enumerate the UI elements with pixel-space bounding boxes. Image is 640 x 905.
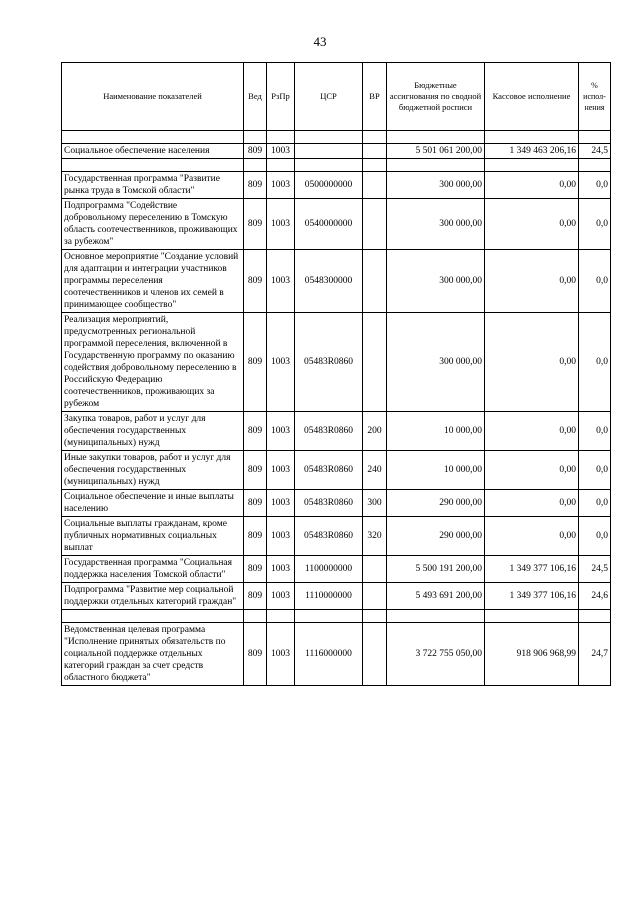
row-vr: [363, 583, 387, 610]
row-cash: 1 349 463 206,16: [485, 144, 579, 159]
row-budget: 300 000,00: [387, 313, 485, 412]
row-budget: 5 500 191 200,00: [387, 556, 485, 583]
row-rzpr: 1003: [267, 490, 295, 517]
row-rzpr: 1003: [267, 313, 295, 412]
row-vr: 320: [363, 517, 387, 556]
row-rzpr: 1003: [267, 199, 295, 250]
row-pct: 0,0: [579, 412, 611, 451]
row-csr: 0500000000: [295, 172, 363, 199]
table-header-row: [62, 63, 611, 131]
row-rzpr: 1003: [267, 412, 295, 451]
row-name: Социальное обеспечение населения: [62, 144, 244, 159]
row-vr: [363, 250, 387, 313]
row-name: Реализация мероприятий, предусмотренных региональной программой переселения, включенной в Государственную программу по оказанию содействия добровольному переселению в Российскую Федерацию соотечественников, проживающих за рубежом: [62, 313, 244, 412]
row-vr: [363, 623, 387, 686]
row-rzpr: 1003: [267, 172, 295, 199]
header-csr: ЦСР: [295, 63, 363, 131]
spacer-row: [62, 610, 611, 623]
page-number: 43: [313, 34, 327, 49]
row-rzpr: 1003: [267, 144, 295, 159]
row-csr: 1110000000: [295, 583, 363, 610]
table-row: [62, 583, 611, 610]
row-ved: 809: [244, 556, 267, 583]
row-rzpr: 1003: [267, 451, 295, 490]
row-ved: 809: [244, 172, 267, 199]
spacer-row: [62, 159, 611, 172]
row-ved: 809: [244, 412, 267, 451]
row-budget: 300 000,00: [387, 172, 485, 199]
row-budget: 300 000,00: [387, 199, 485, 250]
row-budget: 290 000,00: [387, 490, 485, 517]
row-csr: 0540000000: [295, 199, 363, 250]
row-rzpr: 1003: [267, 250, 295, 313]
row-budget: 300 000,00: [387, 250, 485, 313]
row-cash: 0,00: [485, 172, 579, 199]
header-pct: % испол-нения: [579, 63, 611, 131]
row-ved: 809: [244, 623, 267, 686]
budget-execution-table: [61, 62, 611, 686]
row-rzpr: 1003: [267, 556, 295, 583]
row-vr: 300: [363, 490, 387, 517]
row-ved: 809: [244, 517, 267, 556]
row-pct: 0,0: [579, 199, 611, 250]
row-cash: 1 349 377 106,16: [485, 556, 579, 583]
row-rzpr: 1003: [267, 517, 295, 556]
row-cash: 0,00: [485, 250, 579, 313]
row-ved: 809: [244, 583, 267, 610]
row-ved: 809: [244, 451, 267, 490]
row-pct: 24,5: [579, 144, 611, 159]
header-cash: Кассовое исполнение: [485, 63, 579, 131]
table-row: [62, 250, 611, 313]
row-budget: 5 501 061 200,00: [387, 144, 485, 159]
row-name: Государственная программа "Развитие рынка труда в Томской области": [62, 172, 244, 199]
row-pct: 0,0: [579, 172, 611, 199]
row-csr: 05483R0860: [295, 313, 363, 412]
row-csr: 0548300000: [295, 250, 363, 313]
header-ved: Вед: [244, 63, 267, 131]
row-pct: 24,5: [579, 556, 611, 583]
header-rzpr: РзПр: [267, 63, 295, 131]
row-pct: 24,6: [579, 583, 611, 610]
row-cash: 0,00: [485, 517, 579, 556]
table-row: [62, 199, 611, 250]
row-vr: 240: [363, 451, 387, 490]
table-row: [62, 172, 611, 199]
row-ved: 809: [244, 144, 267, 159]
header-budget: Бюджетные ассигнования по сводной бюджетной росписи: [387, 63, 485, 131]
row-name: Ведомственная целевая программа "Исполнение принятых обязательств по социальной поддержке отдельных категорий граждан за счет средств областного бюджета": [62, 623, 244, 686]
row-pct: 0,0: [579, 313, 611, 412]
row-rzpr: 1003: [267, 583, 295, 610]
row-name: Социальные выплаты гражданам, кроме публичных нормативных социальных выплат: [62, 517, 244, 556]
row-cash: 0,00: [485, 490, 579, 517]
row-budget: 10 000,00: [387, 412, 485, 451]
row-name: Государственная программа "Социальная поддержка населения Томской области": [62, 556, 244, 583]
row-cash: 0,00: [485, 199, 579, 250]
table-row: [62, 490, 611, 517]
row-budget: 5 493 691 200,00: [387, 583, 485, 610]
row-csr: 1100000000: [295, 556, 363, 583]
row-ved: 809: [244, 313, 267, 412]
row-csr: 05483R0860: [295, 490, 363, 517]
row-vr: [363, 144, 387, 159]
row-name: Закупка товаров, работ и услуг для обеспечения государственных (муниципальных) нужд: [62, 412, 244, 451]
table-row: [62, 623, 611, 686]
row-ved: 809: [244, 490, 267, 517]
row-pct: 0,0: [579, 490, 611, 517]
row-vr: [363, 556, 387, 583]
row-cash: 0,00: [485, 451, 579, 490]
row-cash: 1 349 377 106,16: [485, 583, 579, 610]
row-ved: 809: [244, 250, 267, 313]
row-cash: 918 906 968,99: [485, 623, 579, 686]
row-budget: 290 000,00: [387, 517, 485, 556]
row-cash: 0,00: [485, 412, 579, 451]
table-row: [62, 517, 611, 556]
row-budget: 10 000,00: [387, 451, 485, 490]
table-row: [62, 451, 611, 490]
row-vr: [363, 313, 387, 412]
header-spacer-row: [62, 131, 611, 144]
row-name: Подпрограмма "Развитие мер социальной поддержки отдельных категорий граждан": [62, 583, 244, 610]
table-row: [62, 144, 611, 159]
row-csr: 05483R0860: [295, 451, 363, 490]
table-row: [62, 556, 611, 583]
row-pct: 0,0: [579, 517, 611, 556]
header-vr: ВР: [363, 63, 387, 131]
row-name: Основное мероприятие "Создание условий для адаптации и интеграции участников программы переселения соотечественников и членов их семей в принимающее сообщество": [62, 250, 244, 313]
row-name: Подпрограмма "Содействие добровольному переселению в Томскую область соотечественников, проживающих за рубежом": [62, 199, 244, 250]
row-csr: [295, 144, 363, 159]
row-ved: 809: [244, 199, 267, 250]
table-row: [62, 412, 611, 451]
header-name: Наименование показателей: [62, 63, 244, 131]
row-rzpr: 1003: [267, 623, 295, 686]
row-vr: [363, 172, 387, 199]
row-vr: 200: [363, 412, 387, 451]
row-pct: 24,7: [579, 623, 611, 686]
row-csr: 1116000000: [295, 623, 363, 686]
row-csr: 05483R0860: [295, 517, 363, 556]
row-csr: 05483R0860: [295, 412, 363, 451]
row-name: Социальное обеспечение и иные выплаты населению: [62, 490, 244, 517]
row-cash: 0,00: [485, 313, 579, 412]
row-pct: 0,0: [579, 250, 611, 313]
row-name: Иные закупки товаров, работ и услуг для обеспечения государственных (муниципальных) нужд: [62, 451, 244, 490]
table-row: [62, 313, 611, 412]
row-vr: [363, 199, 387, 250]
row-budget: 3 722 755 050,00: [387, 623, 485, 686]
row-pct: 0,0: [579, 451, 611, 490]
